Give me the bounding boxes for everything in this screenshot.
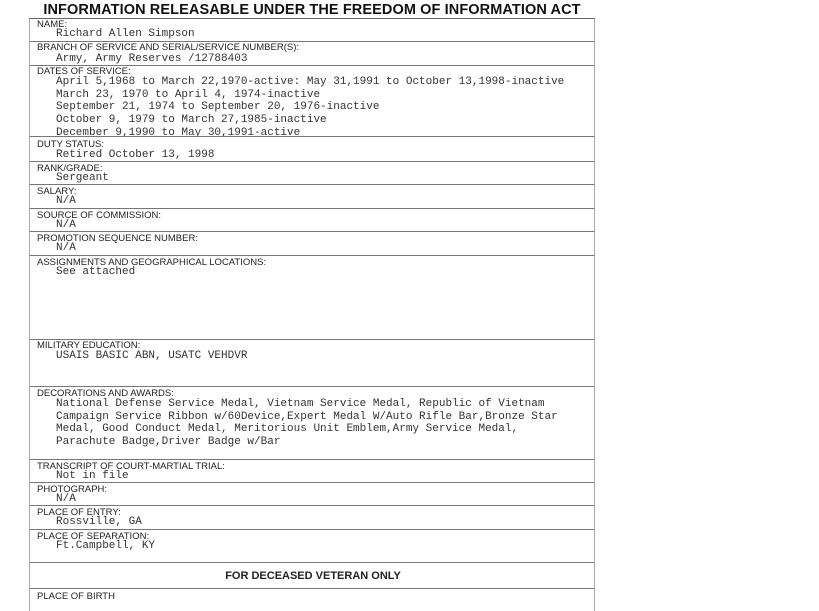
court-martial-value: Not in file — [56, 470, 129, 482]
rank-label: RANK/GRADE: — [37, 163, 103, 174]
birth-field — [29, 589, 595, 611]
decorations-line: Campaign Service Ribbon w/60Device,Expert Medal W/Auto Rifle Bar,Bronze Star — [56, 411, 558, 423]
dates-line: April 5,1968 to March 22,1970-active: May 31,1991 to October 13,1998-inactive — [56, 76, 565, 88]
separation-value: Ft.Campbell, KY — [56, 540, 156, 552]
photograph-label: PHOTOGRAPH: — [37, 484, 108, 495]
dates-line: December 9,1990 to May 30,1991-active — [56, 127, 301, 137]
branch-value: Army, Army Reserves /12788403 — [56, 53, 248, 65]
separation-field — [29, 530, 595, 563]
dates-line: September 21, 1974 to September 20, 1976-inactive — [56, 101, 380, 113]
assignments-label: ASSIGNMENTS AND GEOGRAPHICAL LOCATIONS: — [37, 257, 267, 268]
decorations-line: Parachute Badge,Driver Badge w/Bar — [56, 436, 281, 448]
education-field — [29, 340, 595, 387]
duty-status-label: DUTY STATUS: — [37, 139, 105, 150]
salary-field — [29, 185, 595, 209]
salary-value: N/A — [56, 195, 76, 207]
name-value: Richard Allen Simpson — [56, 28, 195, 40]
form-title: INFORMATION RELEASABLE UNDER THE FREEDOM OF INFORMATION ACT — [29, 0, 595, 19]
entry-label: PLACE OF ENTRY: — [37, 507, 121, 518]
entry-value: Rossville, GA — [56, 516, 142, 528]
court-martial-label: TRANSCRIPT OF COURT-MARTIAL TRIAL: — [37, 461, 225, 472]
decorations-line: Medal, Good Conduct Medal, Meritorious Unit Emblem,Army Service Medal, — [56, 423, 519, 435]
foia-form — [29, 0, 595, 611]
branch-field — [29, 42, 595, 66]
commission-field — [29, 209, 595, 232]
decorations-label: DECORATIONS AND AWARDS: — [37, 388, 174, 399]
dates-label: DATES OF SERVICE: — [37, 66, 131, 77]
education-value: USAIS BASIC ABN, USATC VEHDVR — [56, 350, 248, 362]
name-field — [29, 19, 595, 42]
commission-label: SOURCE OF COMMISSION: — [37, 210, 162, 221]
assignments-value: See attached — [56, 266, 136, 278]
dates-line: October 9, 1979 to March 27,1985-inactive — [56, 114, 327, 126]
salary-label: SALARY: — [37, 186, 77, 197]
photograph-field — [29, 483, 595, 506]
birth-label: PLACE OF BIRTH — [37, 591, 115, 602]
decorations-line: National Defense Service Medal, Vietnam Service Medal, Republic of Vietnam — [56, 398, 545, 410]
branch-label: BRANCH OF SERVICE AND SERIAL/SERVICE NUMBER(S): — [37, 42, 300, 53]
dates-of-service-field — [29, 66, 595, 137]
entry-field — [29, 506, 595, 530]
duty-status-field — [29, 137, 595, 162]
rank-field — [29, 162, 595, 185]
assignments-field — [29, 256, 595, 340]
promotion-label: PROMOTION SEQUENCE NUMBER: — [37, 233, 198, 244]
dates-line: March 23, 1970 to April 4, 1974-inactive — [56, 89, 321, 101]
deceased-section — [29, 563, 595, 589]
photograph-value: N/A — [56, 493, 76, 505]
rank-value: Sergeant — [56, 172, 109, 184]
duty-status-value: Retired October 13, 1998 — [56, 149, 215, 161]
deceased-title: FOR DECEASED VETERAN ONLY — [225, 570, 401, 582]
separation-label: PLACE OF SEPARATION: — [37, 531, 150, 542]
name-label: NAME: — [37, 19, 68, 30]
promotion-field — [29, 232, 595, 256]
court-martial-field — [29, 460, 595, 483]
promotion-value: N/A — [56, 242, 76, 254]
commission-value: N/A — [56, 219, 76, 231]
education-label: MILITARY EDUCATION: — [37, 340, 141, 351]
decorations-field — [29, 387, 595, 460]
